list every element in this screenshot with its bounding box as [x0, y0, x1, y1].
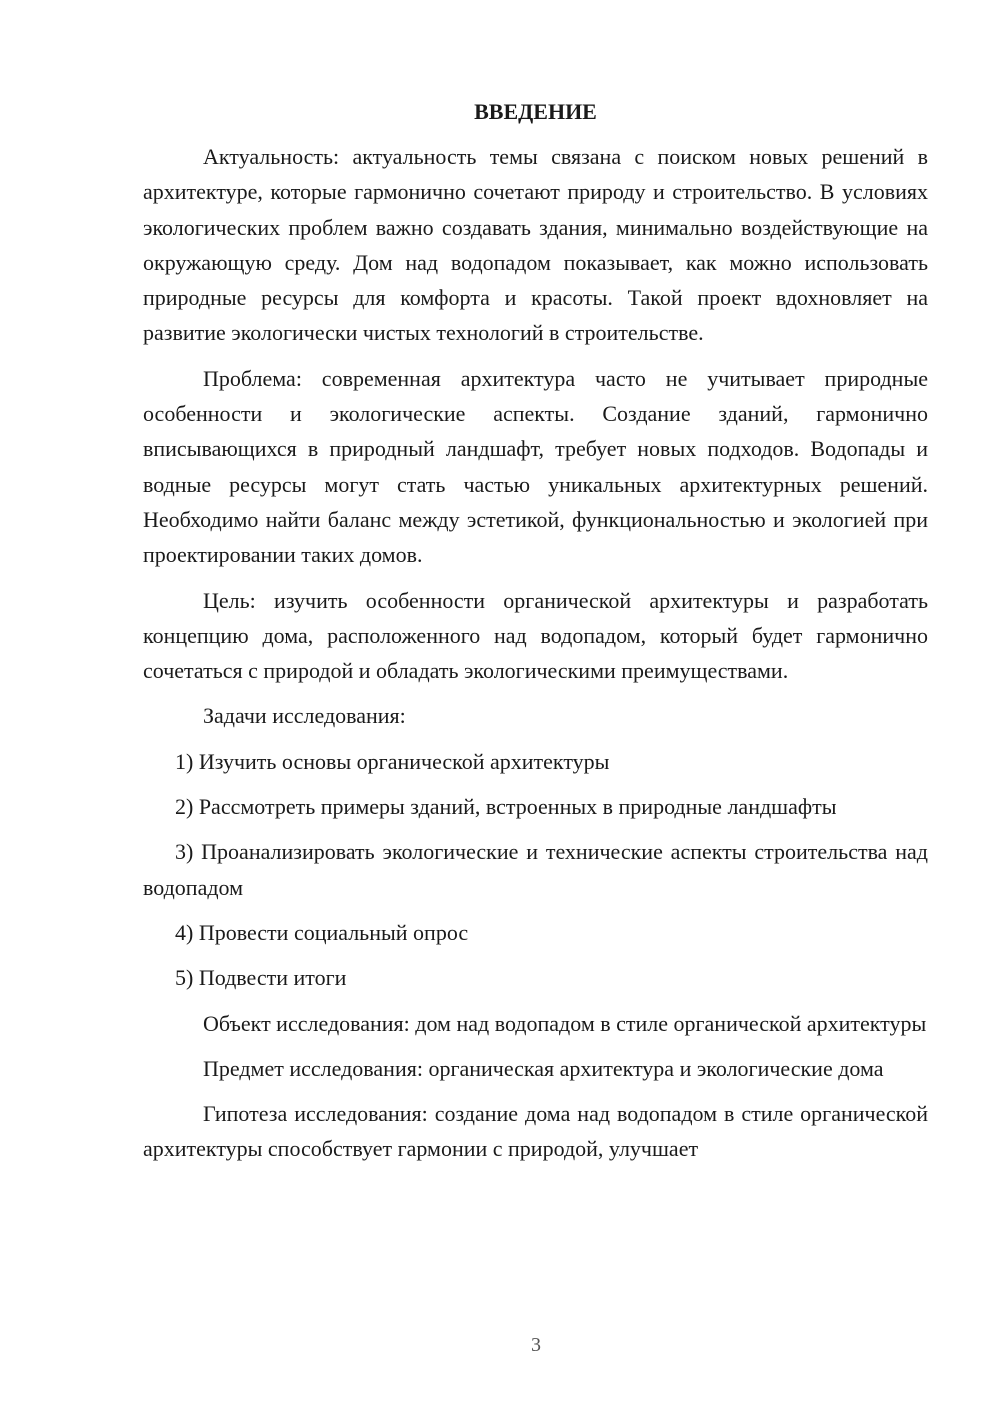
task-item-1: 1) Изучить основы органической архитектуры [175, 748, 610, 774]
page-content [143, 94, 928, 1177]
relevance-paragraph: Актуальность: актуальность темы связана с поиском новых решений в архитектуре, которые гармонично сочетают природу и строительство. В условиях экологических проблем важно создавать здания, минимально воздействующие на окружающую среду. Дом над водопадом показывает, как можно использовать природные ресурсы для комфорта и красоты. Такой проект вдохновляет на развитие экологически чистых технологий в строительстве. [143, 144, 928, 346]
tasks-heading: Задачи исследования: [203, 703, 406, 729]
section-title: ВВЕДЕНИЕ [474, 99, 597, 124]
task-item-5: 5) Подвести итоги [175, 965, 347, 991]
task-item-4: 4) Провести социальный опрос [175, 919, 469, 945]
subject-paragraph: Предмет исследования: органическая архитектура и экологические дома [203, 1055, 884, 1081]
problem-paragraph: Проблема: современная архитектура часто не учитывает природные особенности и экологические аспекты. Создание зданий, гармонично вписывающихся в природный ландшафт, требует новых подходов. Водопады и водные ресурсы могут стать частью уникальных архитектурных решений. Необходимо найти баланс между эстетикой, функциональностью и экологией при проектировании таких домов. [143, 365, 928, 568]
goal-paragraph: Цель: изучить особенности органической архитектуры и разработать концепцию дома, расположенного над водопадом, который будет гармонично сочетаться с природой и обладать экологическими преимуществами. [143, 587, 928, 684]
task-item-2: 2) Рассмотреть примеры зданий, встроенных в природные ландшафты [175, 794, 837, 820]
hypothesis-paragraph: Гипотеза исследования: создание дома над водопадом в стиле органической архитектуры способствует гармонии с природой, улучшает [143, 1101, 928, 1162]
object-paragraph: Объект исследования: дом над водопадом в стиле органической архитектуры [203, 1010, 927, 1036]
task-item-3: 3) Проанализировать экологические и технические аспекты строительства над водопадом [143, 839, 928, 900]
page-number: 3 [531, 1334, 541, 1356]
